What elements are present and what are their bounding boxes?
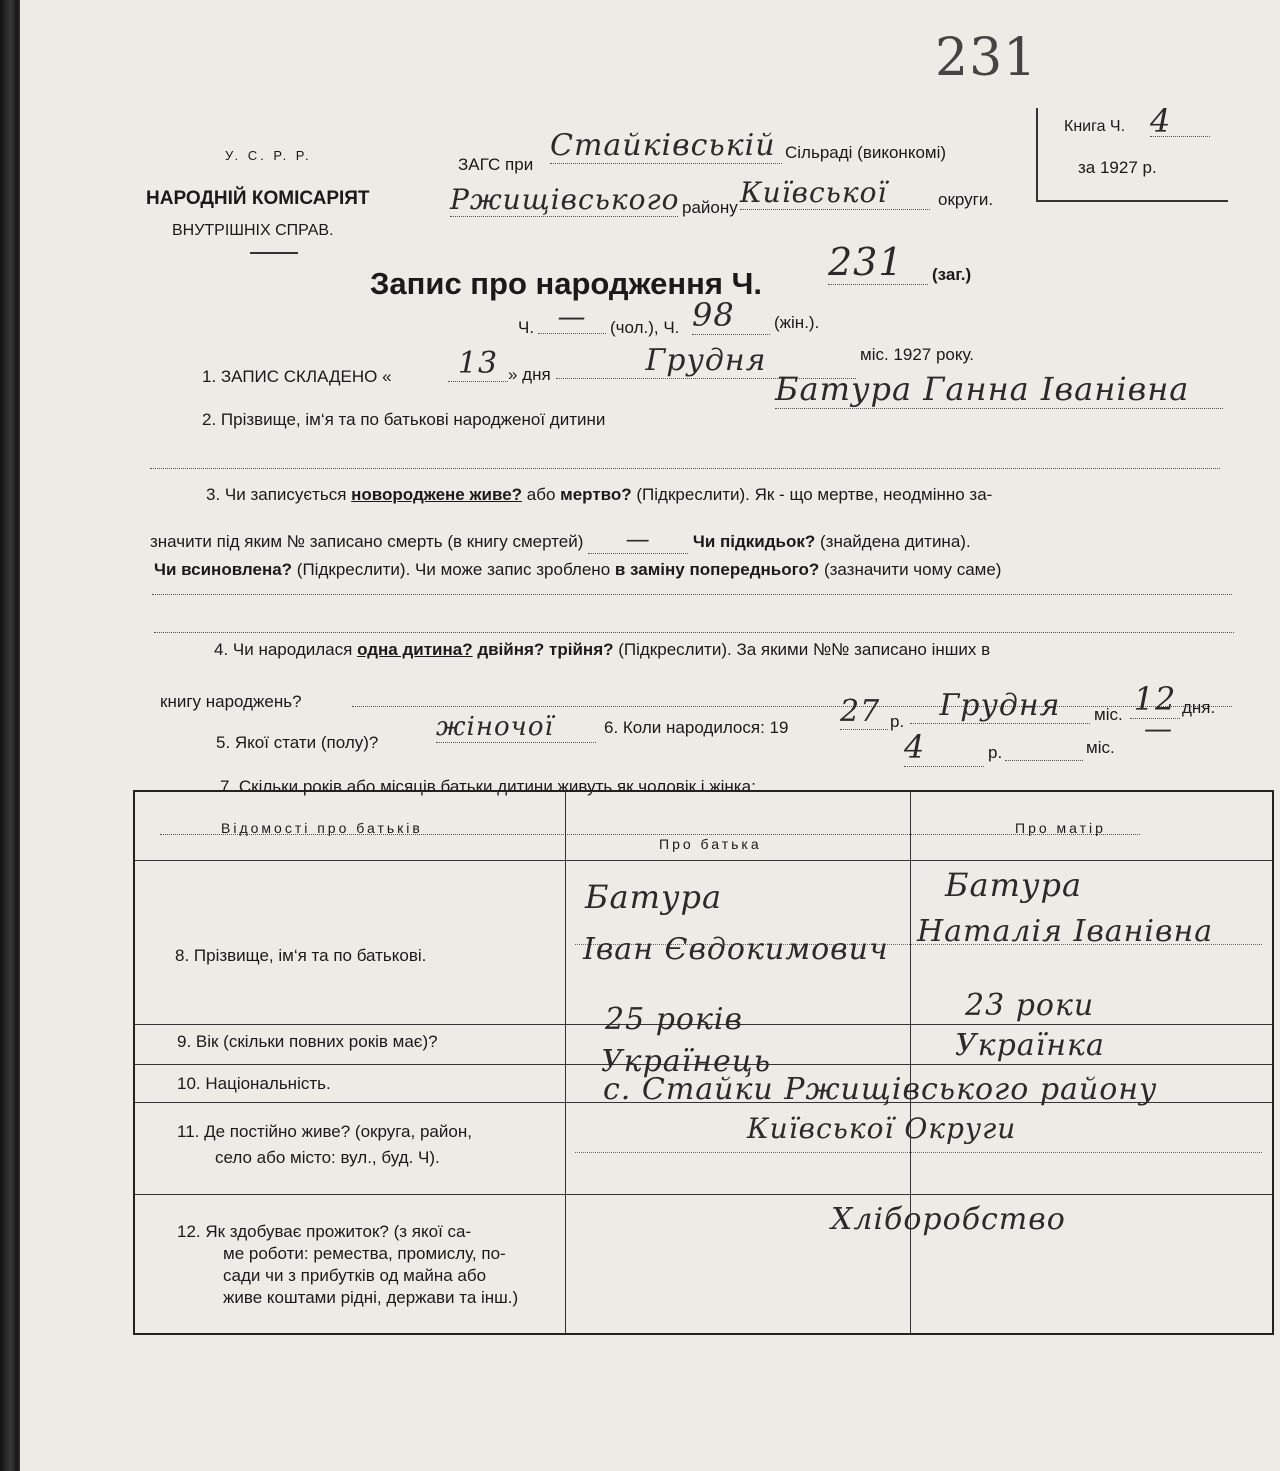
item2-label: 2. Прізвище, ім‘я та по батькові народженої дитини [202,410,606,429]
zags-prefix: ЗАГС при [458,155,534,174]
item3-l1a: 3. Чи записується [206,485,352,504]
item1-end: міс. 1927 року. [860,345,975,364]
item3-l1e: (Підкреслити). Як - що мертве, неодмінно за- [631,485,993,504]
mother-age: 23 роки [965,988,1095,1023]
parents-table [133,790,1274,1335]
item4-twins: двійня? [472,640,545,659]
item1-month: Грудня [556,343,856,379]
okruha-value: Київської [740,176,930,210]
item4-single: одна дитина? [357,640,473,659]
header-parents: Відомості про батьків [221,820,423,836]
item5-sex: жіночої [436,712,596,743]
col-divider-2 [910,792,911,1333]
row11-bottom [135,1194,1272,1195]
row12-label-b: ме роботи: ремества, промислу, по- [223,1244,506,1263]
item4-l1e: (Підкреслити). За якими №№ записано інших в [613,640,991,659]
row10-label: 10. Національність. [177,1074,331,1093]
row11-label-b: село або місто: вул., буд. Ч). [215,1148,440,1167]
item6-mis: міс. [1094,705,1123,724]
mother-surname: Батура [945,866,1083,904]
row8-label: 8. Прізвище, ім‘я та по батькові. [175,946,427,965]
item3-l1c: або [522,485,561,504]
item7-years: 4 [904,728,984,767]
book-binding [0,0,18,1471]
item3-replacement: в заміну попереднього? [614,560,820,579]
col-divider-1 [565,792,566,1333]
item4-l1a: 4. Чи народилася [214,640,358,659]
child-name: Батура Ганна Іванівна [775,370,1223,409]
record-number: 231 [828,240,928,285]
book-label: Книга Ч. [1064,118,1126,135]
header-father: Про батька [659,836,762,852]
header-divider [250,252,298,254]
item1-mid: » дня [508,365,551,384]
commissariat-label: НАРОДНІЙ КОМІСАРІЯТ [146,188,370,209]
zags-village: Стайківській [550,128,782,164]
father-surname: Батура [585,878,723,916]
page-number: 231 [935,28,1038,88]
item3-l2c: (знайдена дитина). [815,532,971,551]
dept-label: ВНУТРІШНІХ СПРАВ. [172,222,334,239]
item1-label: 1. ЗАПИС СКЛАДЕНО « [202,367,392,386]
item6-month: Грудня [910,688,1090,724]
row11-label-a: 11. Де постійно живе? (округа, район, [177,1122,472,1141]
document-page [18,0,1280,1471]
male-count: — [538,300,606,334]
item3-line3 [154,560,1001,580]
item6-year: 27 [840,694,888,730]
item3-line1 [206,485,992,505]
row9-label: 9. Вік (скільки повних років має)? [177,1032,438,1051]
item6-dnia: дня. [1182,698,1216,717]
row12-label-d: живе коштами рідні, держави та інш.) [223,1288,519,1307]
header-mother: Про матір [1015,820,1106,836]
header-divider-line [135,860,1272,861]
occupation: Хліборобство [831,1202,1066,1237]
item7-mis: міс. [1086,738,1115,757]
residence-line1: с. Стайки Ржищівського району [603,1072,1158,1107]
book-year: за 1927 р. [1078,158,1157,177]
item2-extra-line [150,468,1220,469]
item3-l2a: значити під яким № записано смерть (в книгу смертей) [150,532,584,551]
item3-l3d: (зазначити чому саме) [819,560,1002,579]
zhin-label: (жін.). [774,313,820,332]
mother-name: Наталія Іванівна [917,914,1214,949]
father-age: 25 років [605,1002,743,1037]
ussr-label: У. С. Р. Р. [225,148,312,163]
okruha-label: округи. [938,190,994,209]
item3-line-b [154,632,1234,633]
item7-months: — [1144,712,1173,745]
item1-day: 13 [448,346,508,382]
zags-suffix: Сільраді (виконкомі) [785,143,947,162]
female-count: 98 [692,296,770,335]
mother-nationality: Українка [955,1028,1105,1063]
item4-line1 [214,640,990,660]
raion-label: району [682,198,738,217]
book-number: 4 [1150,102,1172,140]
item3-foundling: Чи підкидьок? [692,532,816,551]
item3-death-no: — [588,525,688,554]
item3-line2 [150,525,971,554]
record-zag: (заг.) [932,265,972,284]
item6-day: 12 [1130,680,1180,719]
item6-r: р. [890,712,905,731]
item4-line2: книгу народжень? [160,692,302,711]
father-nationality: Українець [601,1044,772,1079]
item7-r: р. [988,743,1003,762]
item3-alive: новороджене живе? [351,485,523,504]
item7-line [1005,760,1083,761]
book-box [1036,102,1228,202]
item4-triplets: трійня? [544,640,614,659]
book-number-line [1150,136,1210,137]
item6-label: 6. Коли народилося: 19 [604,718,789,737]
item3-dead: мертво? [560,485,632,504]
male-label: Ч. [518,318,535,337]
item3-adopted: Чи всиновлена? [154,560,293,579]
item3-l3b: (Підкреслити). Чи може запис зроблено [292,560,615,579]
chol-label: (чол.), Ч. [610,318,680,337]
row11-mid-line [575,1152,1262,1153]
record-title: Запис про народження Ч. [370,266,762,301]
row12-label-c: сади чи з прибутків од майна або [223,1266,487,1285]
father-name: Іван Євдокимович [583,932,889,967]
row12-label-a: 12. Як здобуває прожиток? (з якої са- [177,1222,472,1241]
residence-line2: Київської Округи [747,1112,1017,1145]
item3-line-a [152,594,1232,595]
item7-label: 7. Скільки років або місяців батьки дитини живуть як чоловік і жінка: [220,777,756,796]
raion-value: Ржищівського [450,183,680,216]
item5-label: 5. Якої стати (полу)? [216,733,379,752]
